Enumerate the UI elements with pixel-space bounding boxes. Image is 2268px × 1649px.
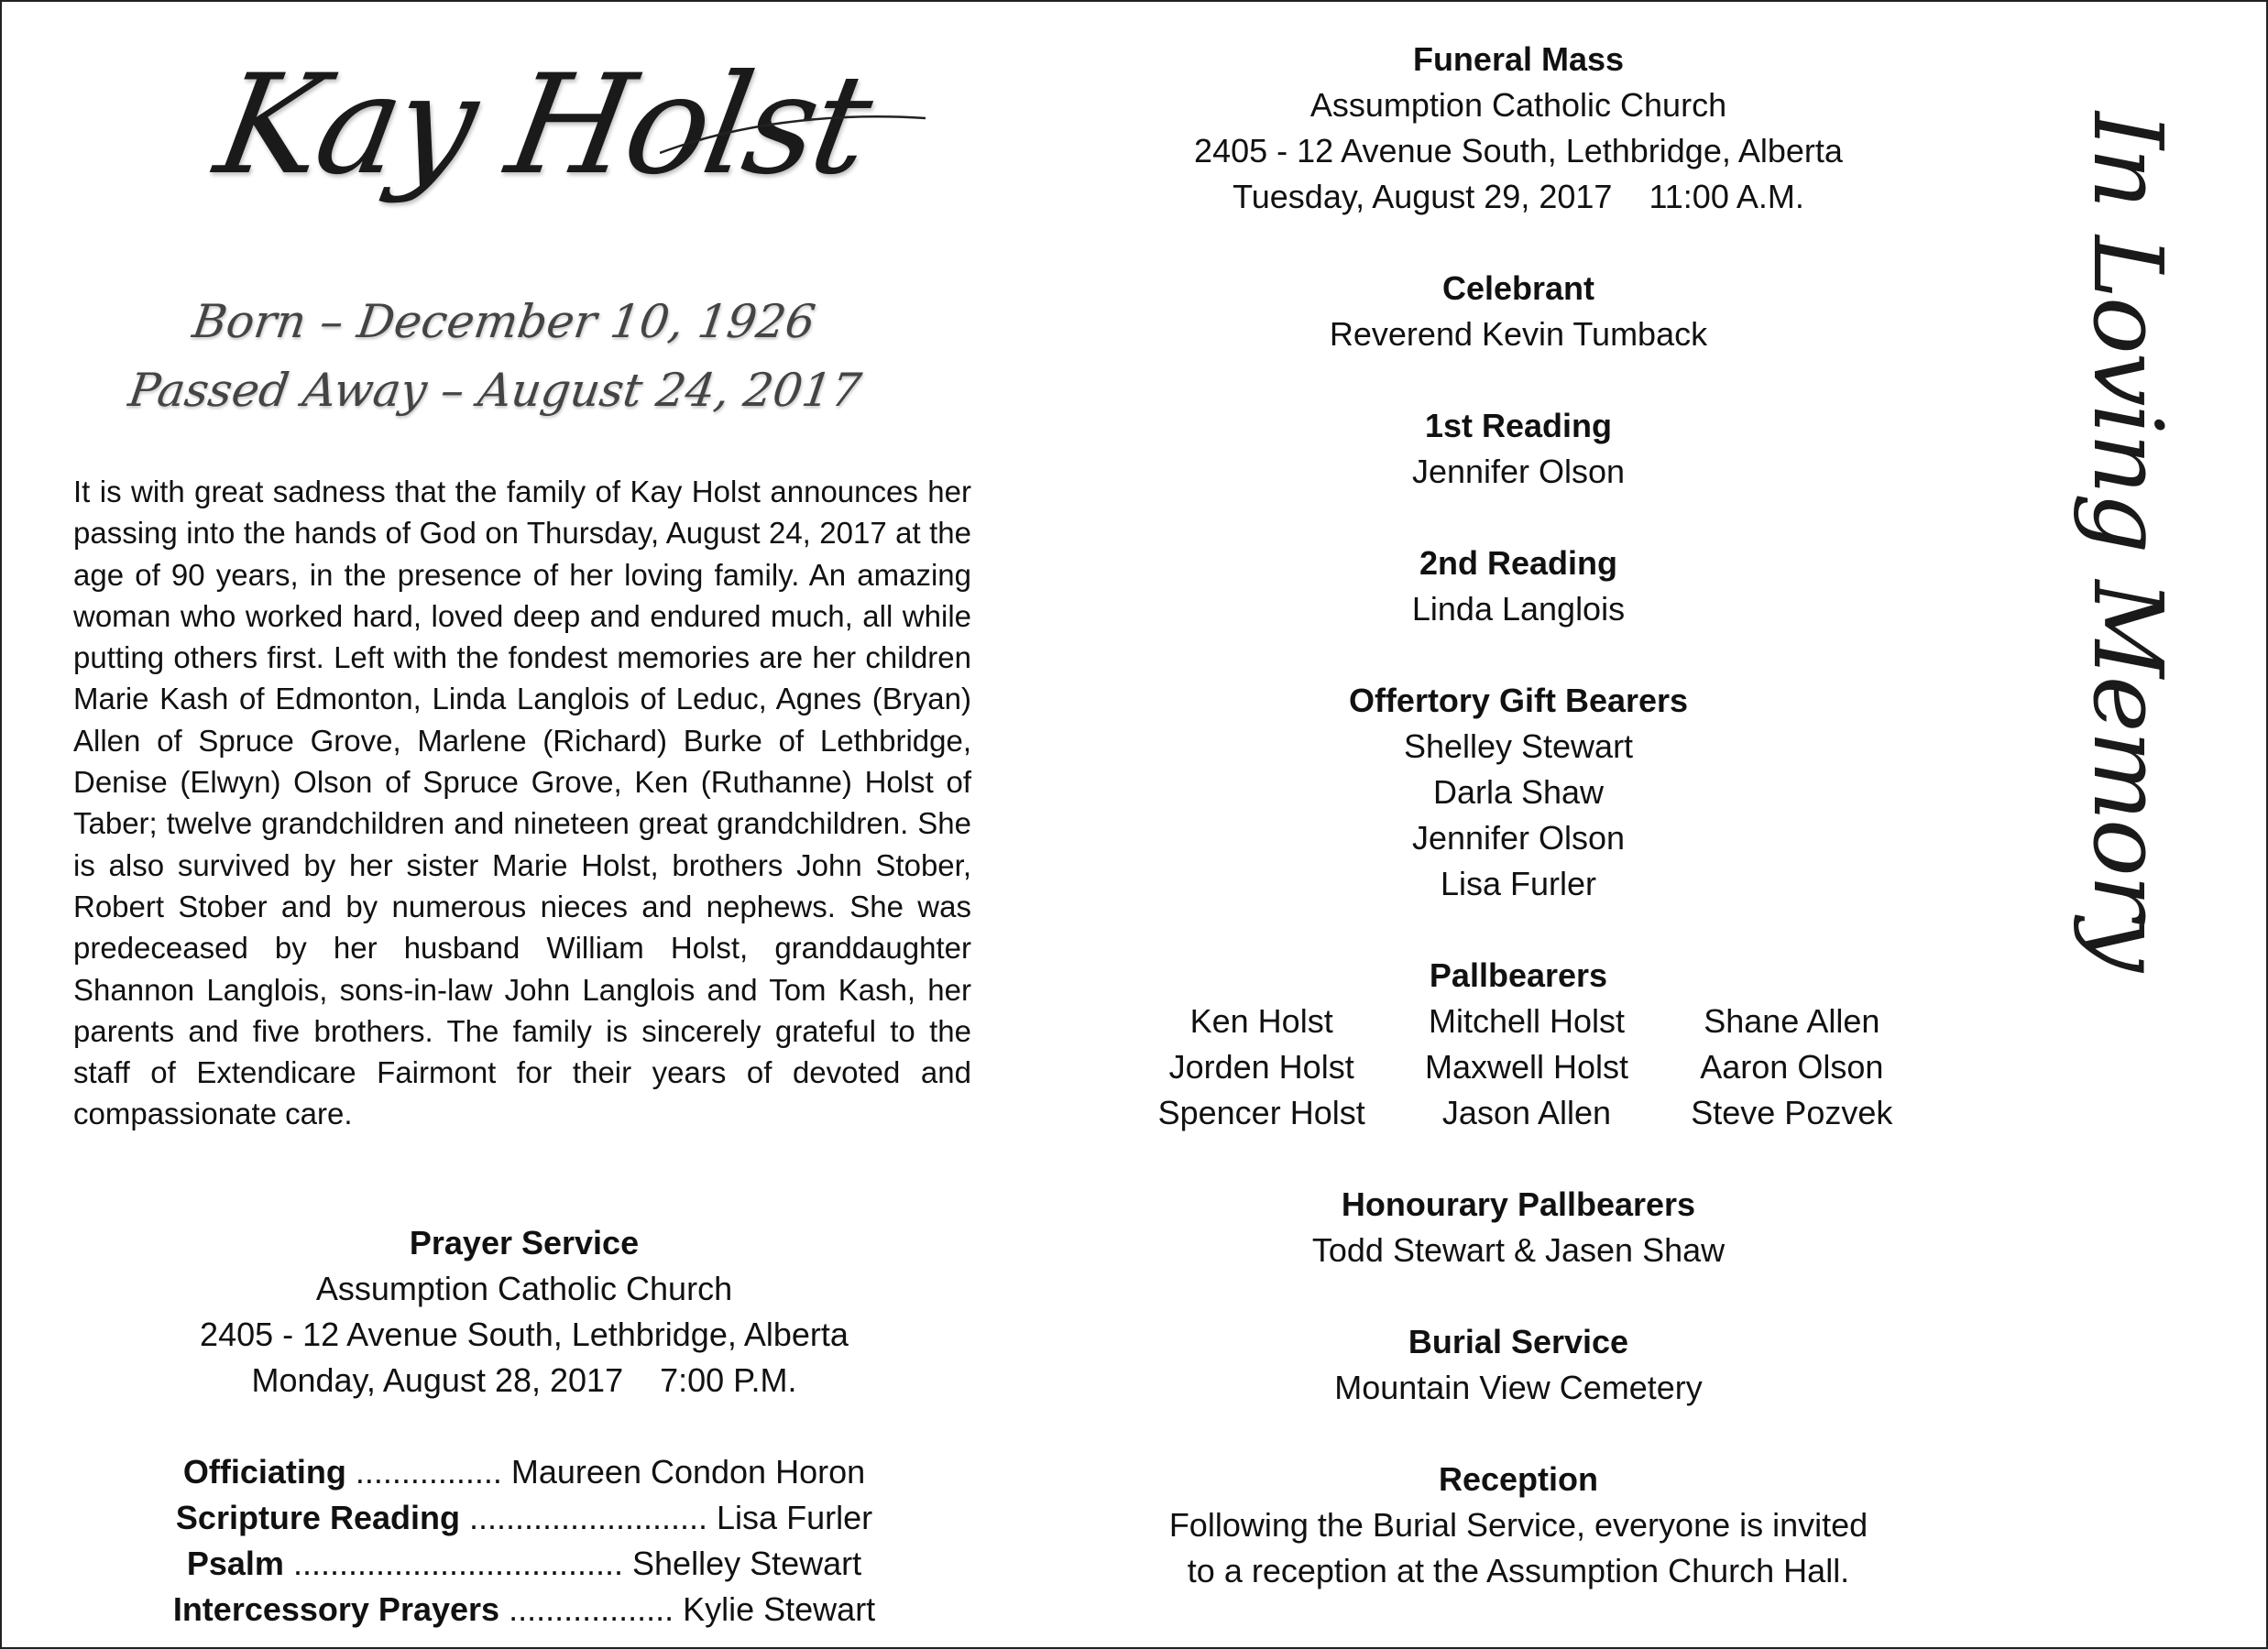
pallbearers-column [1129, 999, 1394, 1136]
pallbearer-name: Ken Holst [1189, 1002, 1333, 1040]
pallbearer-name: Jorden Holst [1168, 1048, 1354, 1086]
deceased-name: Kay Holst [205, 46, 880, 205]
celebrant-heading: Celebrant [1441, 269, 1595, 307]
gift-bearer-name: Jennifer Olson [1411, 819, 1626, 857]
first-reading [1092, 403, 1945, 495]
burial-service [1092, 1319, 1945, 1411]
pallbearers-column [1394, 999, 1659, 1136]
pallbearer-name: Jason Allen [1441, 1094, 1612, 1131]
gift-bearer-name: Lisa Furler [1440, 865, 1597, 902]
pallbearers-heading: Pallbearers [1429, 956, 1608, 994]
obituary-text: It is with great sadness that the family of Kay Holst announces her passing into the hands of God on Thursday, August 24, 2017 at the age of 90 years, in the presence of her loving family. An amazing woman who worked hard, loved deep and endured much, all while putting others first. Left with the fondest memories are her children Marie Kash of Edmonton, Linda Langlois of Leduc, Agnes (Bryan) Allen of Spruce Grove, Marlene (Richard) Burke of Lethbridge, Denise (Elwyn) Olson of Spruce Grove, Ken (Ruthanne) Holst of Taber; twelve grandchildren and nineteen great grandchildren. She is also survived by her sister Marie Holst, brothers John Stober, Robert Stober and by numerous nieces and nephews. She was predeceased by her husband William Holst, granddaughter Shannon Langlois, sons-in-law John Langlois and Tom Kash, her parents and five brothers. The family is sincerely grateful to the staff of Extendicare Fairmont for their years of devoted and compassionate care. [73, 475, 971, 1131]
role-label: Intercessory Prayers [172, 1590, 500, 1628]
pallbearers [1092, 953, 1945, 1136]
funeral-mass-church: Assumption Catholic Church [1309, 86, 1727, 124]
role-dots: ................ [345, 1453, 511, 1491]
role-dots: .................. [499, 1590, 684, 1628]
gift-bearer-name: Darla Shaw [1432, 773, 1605, 811]
funeral-mass-heading: Funeral Mass [1412, 40, 1625, 78]
role-label: Psalm [186, 1545, 284, 1582]
funeral-mass-time: 11:00 A.M. [1649, 178, 1804, 215]
pallbearer-name: Maxwell Holst [1424, 1048, 1629, 1086]
pallbearer-name: Spencer Holst [1157, 1094, 1365, 1131]
role-row-officiating [73, 1449, 975, 1495]
gift-bearer-name: Shelley Stewart [1403, 727, 1634, 765]
prayer-service-heading: Prayer Service [409, 1224, 640, 1261]
reception [1092, 1457, 1945, 1594]
funeral-mass-datetime [1092, 174, 1945, 220]
role-person: Shelley Stewart [632, 1545, 862, 1582]
role-person: Maureen Condon Horon [510, 1453, 866, 1491]
gift-bearers-heading: Offertory Gift Bearers [1348, 682, 1689, 719]
funeral-mass [1092, 37, 1945, 220]
prayer-service-address: 2405 - 12 Avenue South, Lethbridge, Alberta [200, 1316, 849, 1353]
reception-line: to a reception at the Assumption Church Hall. [1187, 1552, 1850, 1589]
honourary-pallbearers [1092, 1182, 1945, 1273]
birth-date: Born – December 10, 1926 [189, 295, 819, 348]
pallbearers-column [1660, 999, 1924, 1136]
prayer-service [73, 1220, 975, 1403]
name-swash-flourish [660, 107, 935, 162]
right-panel [1092, 37, 1945, 1640]
second-reading [1092, 541, 1945, 632]
prayer-service-church: Assumption Catholic Church [315, 1270, 733, 1307]
celebrant-name: Reverend Kevin Tumback [1329, 315, 1708, 353]
prayer-service-date: Monday, August 28, 2017 [251, 1361, 624, 1399]
prayer-service-datetime [73, 1358, 975, 1403]
pallbearer-name: Shane Allen [1704, 1002, 1880, 1040]
celebrant [1092, 266, 1945, 357]
first-reading-heading: 1st Reading [1424, 407, 1613, 444]
role-person: Kylie Stewart [683, 1590, 876, 1628]
role-label: Officiating [182, 1453, 346, 1491]
role-label: Scripture Reading [175, 1499, 460, 1536]
gift-bearers [1092, 678, 1945, 907]
pallbearer-name: Aaron Olson [1700, 1048, 1884, 1086]
second-reading-heading: 2nd Reading [1419, 544, 1618, 582]
burial-location: Mountain View Cemetery [1334, 1369, 1703, 1406]
burial-heading: Burial Service [1408, 1323, 1629, 1360]
pallbearers-grid [1092, 999, 1945, 1136]
prayer-roles [73, 1449, 975, 1633]
honourary-names: Todd Stewart & Jasen Shaw [1311, 1231, 1726, 1269]
pallbearer-name: Mitchell Holst [1428, 1002, 1626, 1040]
funeral-mass-address: 2405 - 12 Avenue South, Lethbridge, Alberta [1194, 132, 1843, 169]
role-dots: .................................... [283, 1545, 633, 1582]
reception-heading: Reception [1438, 1460, 1599, 1498]
honourary-heading: Honourary Pallbearers [1341, 1185, 1696, 1223]
role-row-psalm [73, 1541, 975, 1587]
role-row-intercessory [73, 1587, 975, 1633]
pallbearer-name: Steve Pozvek [1691, 1094, 1893, 1131]
first-reading-name: Jennifer Olson [1411, 453, 1626, 490]
funeral-mass-date: Tuesday, August 29, 2017 [1233, 178, 1613, 215]
role-row-scripture [73, 1495, 975, 1541]
in-loving-memory-text: In Loving Memory [2072, 112, 2184, 971]
role-person: Lisa Furler [717, 1499, 873, 1536]
prayer-service-time: 7:00 P.M. [660, 1361, 797, 1399]
second-reading-name: Linda Langlois [1411, 590, 1626, 628]
in-loving-memory [2072, 112, 2184, 971]
role-dots: .......................... [459, 1499, 718, 1536]
death-date: Passed Away – August 24, 2017 [125, 364, 865, 417]
reception-line: Following the Burial Service, everyone is invited [1168, 1506, 1868, 1544]
